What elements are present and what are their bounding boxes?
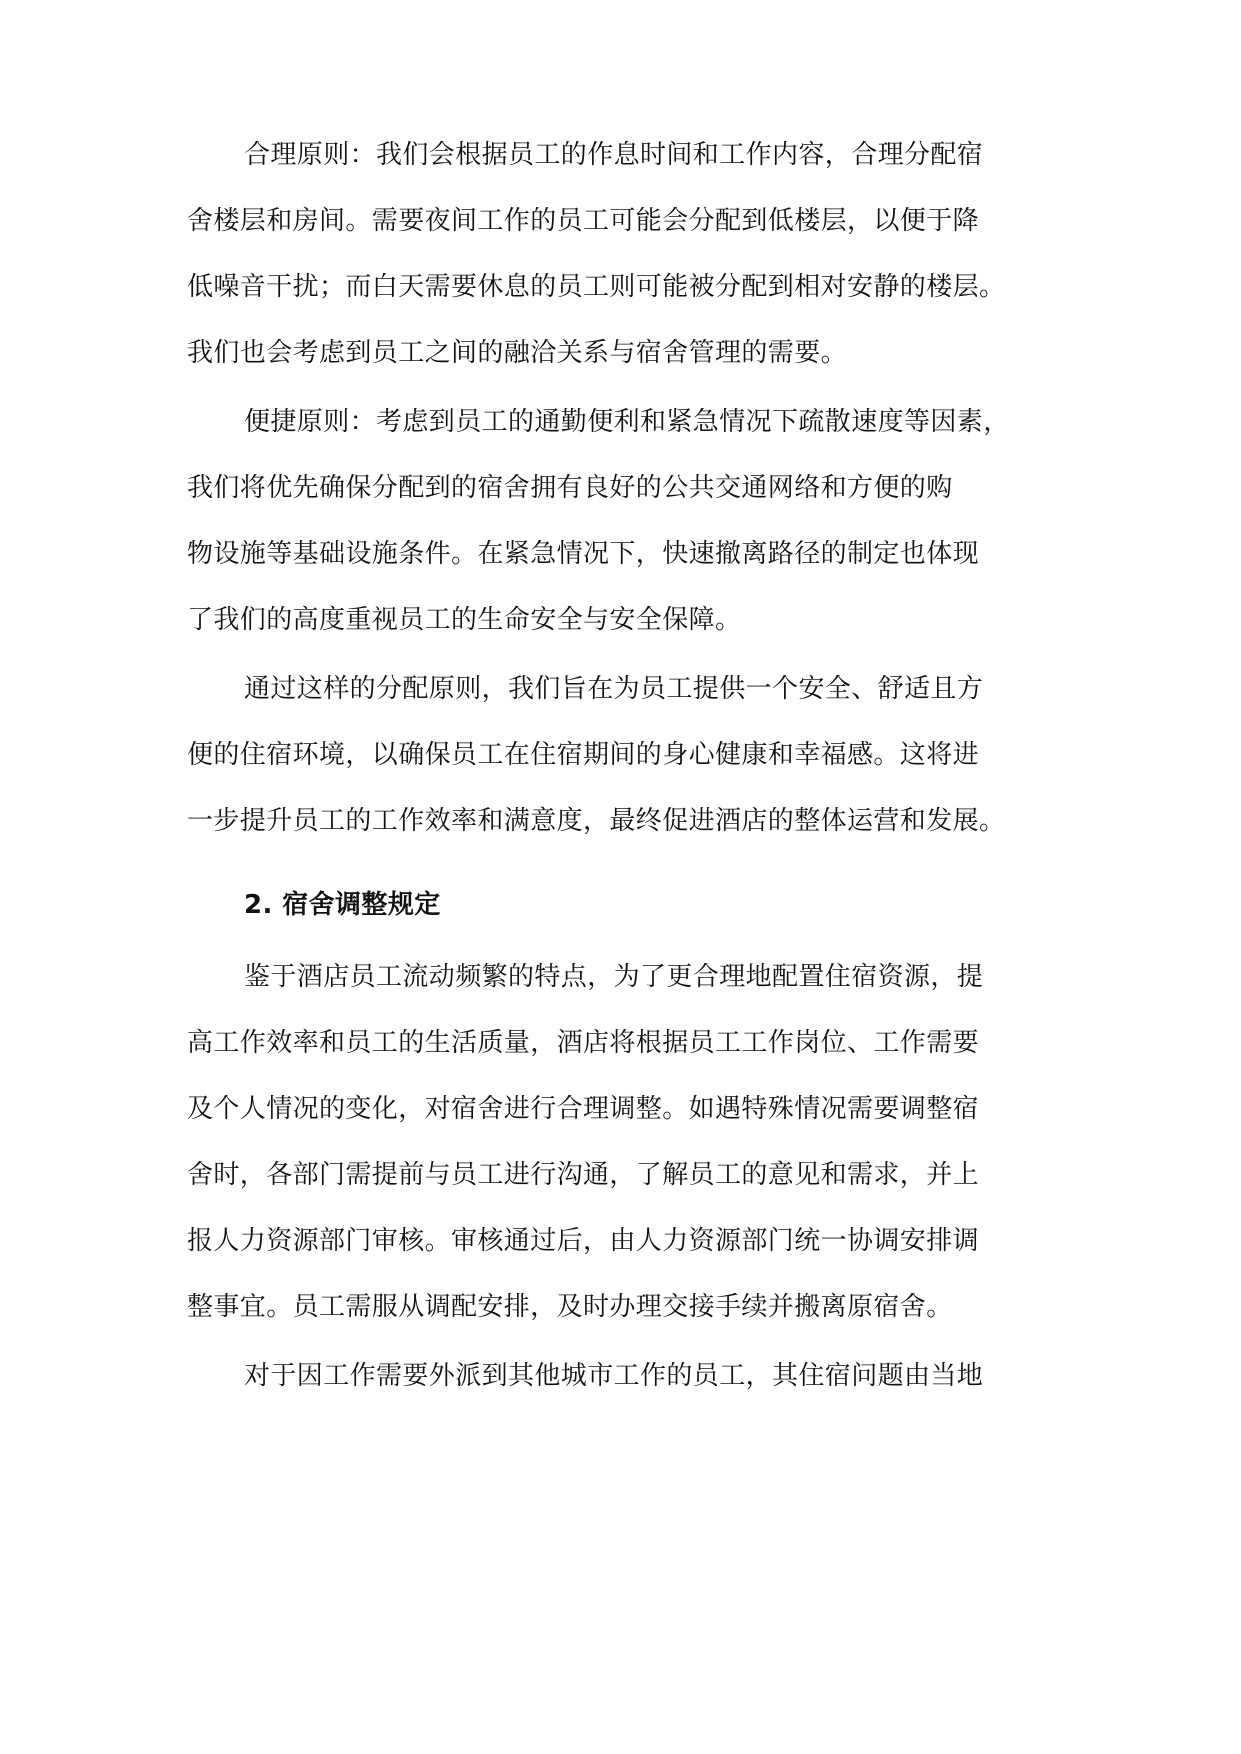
paragraph-line: 物设施等基础设施条件。在紧急情况下，快速撤离路径的制定也体现 [187, 539, 980, 569]
paragraph-line: 我们也会考虑到员工之间的融洽关系与宿舍管理的需要。 [187, 338, 848, 368]
paragraph-line: 便捷原则：考虑到员工的通勤便利和紧急情况下疏散速度等因素， [244, 407, 1010, 437]
paragraph-line: 便的住宿环境，以确保员工在住宿期间的身心健康和幸福感。这将进 [187, 740, 980, 770]
paragraph-line: 整事宜。员工需服从调配安排，及时办理交接手续并搬离原宿舍。 [187, 1292, 953, 1322]
paragraph-line: 鉴于酒店员工流动频繁的特点，为了更合理地配置住宿资源，提 [244, 962, 984, 992]
paragraph-line: 通过这样的分配原则，我们旨在为员工提供一个安全、舒适且方 [244, 674, 984, 704]
paragraph-line: 舍时，各部门需提前与员工进行沟通，了解员工的意见和需求，并上 [187, 1160, 980, 1190]
paragraph-line: 低噪音干扰；而白天需要休息的员工则可能被分配到相对安静的楼层。 [187, 272, 1006, 302]
paragraph-line: 了我们的高度重视员工的生命安全与安全保障。 [187, 605, 742, 635]
paragraph-line: 及个人情况的变化，对宿舍进行合理调整。如遇特殊情况需要调整宿 [187, 1094, 980, 1124]
paragraph-line: 合理原则：我们会根据员工的作息时间和工作内容，合理分配宿 [244, 140, 984, 170]
paragraph-line: 高工作效率和员工的生活质量，酒店将根据员工工作岗位、工作需要 [187, 1028, 980, 1058]
paragraph-line: 一步提升员工的工作效率和满意度，最终促进酒店的整体运营和发展。 [187, 806, 1006, 836]
paragraph-line: 舍楼层和房间。需要夜间工作的员工可能会分配到低楼层，以便于降 [187, 206, 980, 236]
paragraph-line: 报人力资源部门审核。审核通过后，由人力资源部门统一协调安排调 [187, 1226, 980, 1256]
section-heading: 2. 宿舍调整规定 [244, 890, 441, 920]
paragraph-line: 对于因工作需要外派到其他城市工作的员工，其住宿问题由当地 [244, 1361, 984, 1391]
paragraph-line: 我们将优先确保分配到的宿舍拥有良好的公共交通网络和方便的购 [187, 473, 953, 503]
